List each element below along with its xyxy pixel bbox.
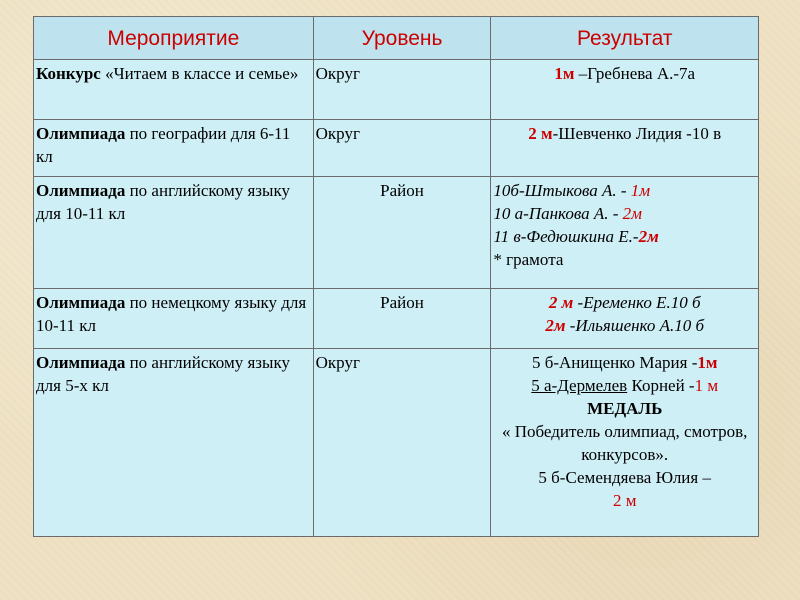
winner-name: 5 б-Семендяева Юлия –	[538, 468, 711, 487]
event-cell	[34, 120, 314, 177]
place: 2 м	[548, 293, 574, 312]
event-type: Олимпиада	[36, 353, 126, 372]
events-table	[33, 16, 759, 537]
place: 2м	[622, 204, 643, 223]
event-type: Конкурс	[36, 64, 101, 83]
header-level: Уровень	[313, 17, 491, 60]
level-cell: Округ	[313, 349, 491, 537]
event-type: Олимпиада	[36, 293, 126, 312]
event-desc: по географии для 6-11 кл	[36, 124, 291, 166]
place: 2м	[545, 316, 566, 335]
event-cell	[34, 60, 314, 120]
result-line	[493, 202, 756, 225]
winner-name-underlined: 5 а-Дермелев	[531, 376, 628, 395]
place: 1 м	[694, 376, 719, 395]
event-desc: по немецкому языку для 10-11 кл	[36, 293, 307, 335]
winner-name: -Еременко Е.10 б	[573, 293, 701, 312]
winner-name: -Ильяшенко А.10 б	[565, 316, 705, 335]
winner-name: 5 б-Анищенко Мария -	[531, 353, 698, 372]
result-line	[493, 351, 756, 374]
event-desc: «Читаем в классе и семье»	[100, 64, 299, 83]
result-cell	[491, 120, 759, 177]
medal-label: МЕДАЛЬ	[587, 399, 663, 418]
header-row	[34, 17, 759, 60]
table-row	[34, 177, 759, 289]
event-type: Олимпиада	[36, 181, 126, 200]
winner-name: -Шевченко Лидия -10 в	[552, 124, 722, 143]
table-row	[34, 120, 759, 177]
table-row	[34, 289, 759, 349]
result-line	[493, 374, 756, 397]
winner-name: 10 а-Панкова А. -	[493, 204, 623, 223]
result-cell	[491, 177, 759, 289]
result-line	[493, 291, 756, 314]
place: 2м	[638, 227, 659, 246]
winner-name: Корней -	[627, 376, 695, 395]
event-type: Олимпиада	[36, 124, 126, 143]
place: 1м	[554, 64, 575, 83]
header-event: Мероприятие	[34, 17, 314, 60]
place: 1м	[630, 181, 651, 200]
level-cell: Район	[313, 289, 491, 349]
event-desc: по английскому языку для 5-х кл	[36, 353, 290, 395]
result-line	[493, 179, 756, 202]
level-cell: Округ	[313, 120, 491, 177]
level-cell: Округ	[313, 60, 491, 120]
result-cell	[491, 349, 759, 537]
award-text: « Победитель олимпиад, смотров, конкурсов».	[501, 422, 748, 464]
winner-name: –Гребнева А.-7а	[574, 64, 696, 83]
event-desc: по английскому языку для 10-11 кл	[36, 181, 290, 223]
event-cell	[34, 289, 314, 349]
place: 1м	[697, 353, 718, 372]
result-line	[493, 225, 756, 248]
place: 2 м	[528, 124, 553, 143]
place: 2 м	[612, 491, 637, 510]
event-cell	[34, 349, 314, 537]
result-cell	[491, 60, 759, 120]
event-cell	[34, 177, 314, 289]
result-cell	[491, 289, 759, 349]
table-row	[34, 60, 759, 120]
level-cell: Район	[313, 177, 491, 289]
winner-name: 11 в-Федюшкина Е.-	[493, 227, 639, 246]
winner-name: 10б-Штыкова А. -	[493, 181, 631, 200]
note: * грамота	[493, 250, 564, 269]
header-result: Результат	[491, 17, 759, 60]
result-line	[493, 466, 756, 489]
table-row	[34, 349, 759, 537]
result-line	[493, 314, 756, 337]
